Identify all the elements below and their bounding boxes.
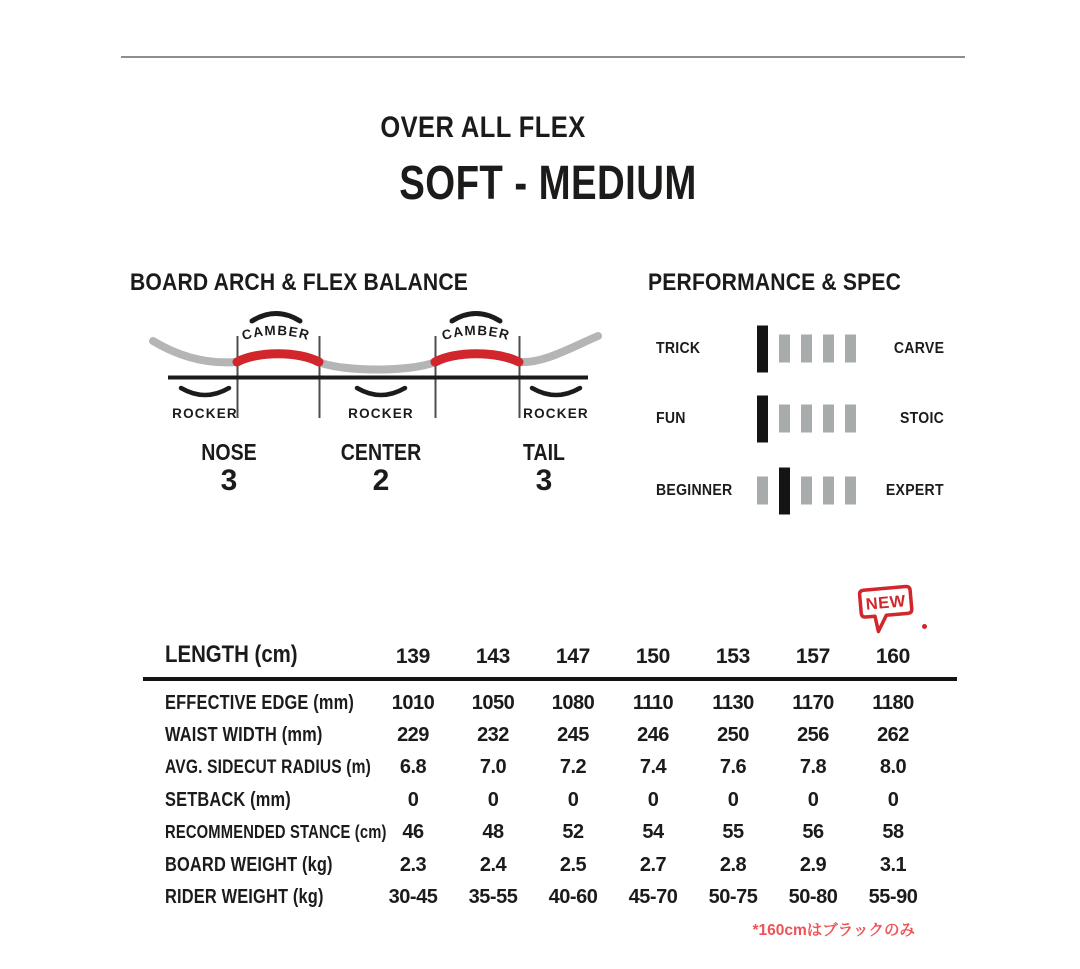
zone-flex-value: 3 bbox=[535, 464, 553, 497]
footnote: *160cmはブラックのみ bbox=[752, 922, 915, 939]
rocker-arc-icon bbox=[357, 388, 405, 395]
zone-center bbox=[334, 440, 429, 496]
spec-value-cell: 54 bbox=[642, 821, 664, 844]
spec-value-cell: 2.9 bbox=[799, 853, 827, 876]
camber-arc-icon bbox=[252, 314, 300, 322]
spec-value-cell: 56 bbox=[802, 821, 824, 844]
spec-row-label: AVG. SIDECUT RADIUS (m) bbox=[165, 756, 372, 778]
perf-bar bbox=[845, 335, 856, 363]
perf-bar bbox=[801, 405, 812, 433]
spec-value-cell: 58 bbox=[882, 821, 904, 844]
spec-value-cell: 1180 bbox=[872, 691, 914, 714]
spec-row-label: WAIST WIDTH (mm) bbox=[165, 724, 323, 747]
spec-table-row bbox=[143, 817, 957, 849]
perf-bar bbox=[757, 477, 768, 505]
zone-nose bbox=[196, 440, 261, 496]
spec-value-cell: 8.0 bbox=[879, 756, 907, 779]
camber-arc-icon bbox=[452, 314, 500, 322]
spec-value-cell: 0 bbox=[647, 788, 659, 811]
spec-value-cell: 35-55 bbox=[468, 886, 518, 909]
length-header-label: LENGTH (cm) bbox=[165, 641, 298, 668]
spec-col-header: 153 bbox=[715, 645, 751, 668]
performance-section-heading: PERFORMANCE & SPEC bbox=[648, 269, 902, 296]
perf-right-label: CARVE bbox=[893, 339, 944, 357]
spec-table-body bbox=[143, 681, 957, 914]
spec-row-label: RECOMMENDED STANCE (cm) bbox=[165, 822, 387, 843]
perf-bar bbox=[757, 395, 768, 442]
overall-flex-kicker: OVER ALL FLEX bbox=[380, 111, 586, 144]
spec-col-header: 139 bbox=[395, 645, 431, 668]
perf-row-fun-stoic bbox=[656, 395, 944, 442]
spec-value-cell: 7.6 bbox=[719, 756, 747, 779]
spec-value-cell: 262 bbox=[877, 724, 909, 747]
spec-value-cell: 2.4 bbox=[479, 853, 507, 876]
spec-value-cell: 2.7 bbox=[639, 853, 667, 876]
spec-value-cell: 6.8 bbox=[399, 756, 427, 779]
top-divider bbox=[121, 56, 965, 58]
spec-value-cell: 55-90 bbox=[868, 886, 918, 909]
spec-value-cell: 1170 bbox=[792, 691, 834, 714]
perf-bar bbox=[823, 405, 834, 433]
perf-left-label: FUN bbox=[656, 409, 686, 427]
spec-value-cell: 0 bbox=[567, 788, 579, 811]
camber-label: CAMBER bbox=[440, 322, 512, 343]
perf-right-label: EXPERT bbox=[886, 481, 944, 499]
spec-table-row bbox=[143, 687, 957, 719]
board-profile-curve bbox=[153, 336, 598, 370]
new-badge-icon bbox=[855, 581, 919, 640]
spec-value-cell: 55 bbox=[722, 821, 744, 844]
spec-value-cell: 45-70 bbox=[628, 886, 678, 909]
perf-bar bbox=[823, 477, 834, 505]
perf-bar bbox=[757, 325, 768, 372]
perf-right-label: STOIC bbox=[899, 409, 944, 427]
spec-col-header: 160 bbox=[875, 645, 911, 668]
spec-value-cell: 0 bbox=[487, 788, 499, 811]
spec-table bbox=[143, 641, 957, 914]
zone-name: CENTER bbox=[340, 439, 422, 465]
spec-value-cell: 245 bbox=[557, 724, 589, 747]
spec-value-cell: 256 bbox=[797, 724, 829, 747]
perf-rating-bars bbox=[757, 467, 856, 514]
zone-name: NOSE bbox=[201, 439, 257, 465]
perf-bar bbox=[845, 477, 856, 505]
perf-rating-bars bbox=[757, 325, 856, 372]
spec-value-cell: 0 bbox=[807, 788, 819, 811]
spec-row-label: BOARD WEIGHT (kg) bbox=[165, 853, 333, 876]
spec-value-cell: 2.8 bbox=[719, 853, 747, 876]
spec-row-label: SETBACK (mm) bbox=[165, 788, 291, 811]
spec-value-cell: 46 bbox=[402, 821, 424, 844]
perf-left-label: BEGINNER bbox=[656, 481, 733, 499]
spec-value-cell: 1110 bbox=[632, 691, 674, 714]
rocker-arc-icon bbox=[532, 388, 580, 395]
spec-value-cell: 7.4 bbox=[639, 756, 667, 779]
spec-value-cell: 1050 bbox=[471, 691, 515, 714]
spec-value-cell: 2.3 bbox=[399, 853, 427, 876]
spec-table-row bbox=[143, 752, 957, 784]
perf-row-beginner-expert bbox=[656, 467, 944, 514]
spec-value-cell: 7.8 bbox=[799, 756, 827, 779]
board-arch-diagram bbox=[90, 295, 620, 445]
zone-flex-value: 2 bbox=[372, 464, 390, 497]
spec-value-cell: 1130 bbox=[712, 691, 754, 714]
rocker-label: ROCKER bbox=[348, 406, 414, 421]
spec-value-cell: 40-60 bbox=[548, 886, 598, 909]
spec-col-header: 143 bbox=[475, 645, 511, 668]
rocker-label: ROCKER bbox=[172, 406, 238, 421]
spec-value-cell: 50-80 bbox=[788, 886, 838, 909]
perf-bar bbox=[801, 477, 812, 505]
spec-value-cell: 7.0 bbox=[479, 756, 507, 779]
perf-bar bbox=[779, 405, 790, 433]
spec-value-cell: 232 bbox=[477, 724, 509, 747]
spec-value-cell: 1010 bbox=[391, 691, 435, 714]
spec-value-cell: 0 bbox=[727, 788, 739, 811]
perf-bar bbox=[845, 405, 856, 433]
new-badge-asterisk-dot bbox=[922, 624, 927, 629]
spec-value-cell: 1080 bbox=[551, 691, 595, 714]
camber-segment-nose bbox=[237, 354, 319, 362]
zone-flex-value: 3 bbox=[220, 464, 238, 497]
spec-value-cell: 30-45 bbox=[388, 886, 438, 909]
new-badge-label: NEW bbox=[864, 591, 907, 614]
spec-col-header: 147 bbox=[555, 645, 591, 668]
spec-value-cell: 3.1 bbox=[879, 853, 907, 876]
spec-value-cell: 7.2 bbox=[559, 756, 587, 779]
perf-rating-bars bbox=[757, 395, 856, 442]
spec-row-label: EFFECTIVE EDGE (mm) bbox=[165, 691, 355, 714]
page-title: SOFT - MEDIUM bbox=[399, 157, 697, 210]
spec-col-header: 150 bbox=[635, 645, 671, 668]
spec-value-cell: 2.5 bbox=[559, 853, 587, 876]
perf-bar bbox=[779, 335, 790, 363]
spec-value-cell: 50-75 bbox=[708, 886, 758, 909]
perf-row-trick-carve bbox=[656, 325, 944, 372]
spec-row-label: RIDER WEIGHT (kg) bbox=[165, 886, 324, 909]
rocker-label: ROCKER bbox=[523, 406, 589, 421]
spec-value-cell: 229 bbox=[397, 724, 429, 747]
perf-bar bbox=[823, 335, 834, 363]
arch-section-heading: BOARD ARCH & FLEX BALANCE bbox=[130, 269, 469, 296]
spec-table-row bbox=[143, 784, 957, 816]
zone-name: TAIL bbox=[523, 439, 565, 465]
spec-value-cell: 48 bbox=[482, 821, 504, 844]
spec-table-row bbox=[143, 881, 957, 913]
spec-value-cell: 250 bbox=[717, 724, 749, 747]
spec-value-cell: 0 bbox=[887, 788, 899, 811]
spec-value-cell: 0 bbox=[407, 788, 419, 811]
spec-table-row bbox=[143, 849, 957, 881]
spec-value-cell: 246 bbox=[637, 724, 669, 747]
camber-label: CAMBER bbox=[240, 322, 312, 343]
spec-value-cell: 52 bbox=[562, 821, 584, 844]
spec-table-header bbox=[143, 641, 957, 681]
zone-tail bbox=[519, 440, 568, 496]
perf-bar bbox=[779, 467, 790, 514]
rocker-arc-icon bbox=[181, 388, 229, 395]
perf-bar bbox=[801, 335, 812, 363]
perf-left-label: TRICK bbox=[656, 339, 701, 357]
camber-segment-tail bbox=[435, 354, 519, 362]
spec-col-header: 157 bbox=[795, 645, 831, 668]
spec-table-row bbox=[143, 719, 957, 751]
